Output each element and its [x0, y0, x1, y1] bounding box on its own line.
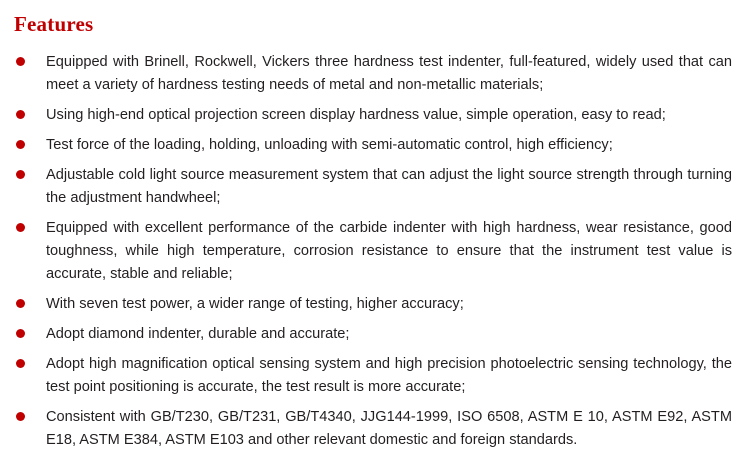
page-title: Features — [14, 12, 94, 36]
bullet-icon — [16, 170, 25, 179]
bullet-icon — [16, 110, 25, 119]
list-item-text: Equipped with excellent performance of the carbide indenter with high hardness, wear resistance, good toughness, while high temperature, corrosion resistance to ensure that the instrument test value is accurate, stable and reliable; — [46, 220, 732, 282]
list-item-text: Using high-end optical projection screen display hardness value, simple operation, easy to read; — [46, 107, 666, 123]
list-item-text: Equipped with Brinell, Rockwell, Vickers three hardness test indenter, full-featured, widely used that can meet a variety of hardness testing needs of metal and non-metallic materials; — [46, 54, 732, 93]
list-item — [12, 217, 734, 286]
list-item — [12, 406, 734, 452]
list-item-text: Adjustable cold light source measurement system that can adjust the light source strength through turning the adjustment handwheel; — [46, 167, 732, 206]
list-item-text: Adopt diamond indenter, durable and accurate; — [46, 326, 350, 342]
list-item-text: Test force of the loading, holding, unloading with semi-automatic control, high efficiency; — [46, 137, 613, 153]
bullet-icon — [16, 299, 25, 308]
list-item — [12, 134, 734, 157]
list-item — [12, 293, 734, 316]
feature-list — [12, 51, 734, 452]
bullet-icon — [16, 329, 25, 338]
list-item — [12, 51, 734, 97]
bullet-icon — [16, 223, 25, 232]
list-item — [12, 353, 734, 399]
list-item-text: With seven test power, a wider range of testing, higher accuracy; — [46, 296, 464, 312]
list-item — [12, 323, 734, 346]
list-item-text: Adopt high magnification optical sensing system and high precision photoelectric sensing technology, the test point positioning is accurate, the test result is more accurate; — [46, 356, 732, 395]
bullet-icon — [16, 57, 25, 66]
list-item — [12, 164, 734, 210]
list-item — [12, 104, 734, 127]
list-item-text: Consistent with GB/T230, GB/T231, GB/T4340, JJG144-1999, ISO 6508, ASTM E 10, ASTM E92, ASTM E18, ASTM E384, ASTM E103 and other relevant domestic and foreign standards. — [46, 409, 732, 448]
bullet-icon — [16, 140, 25, 149]
bullet-icon — [16, 412, 25, 421]
bullet-icon — [16, 359, 25, 368]
